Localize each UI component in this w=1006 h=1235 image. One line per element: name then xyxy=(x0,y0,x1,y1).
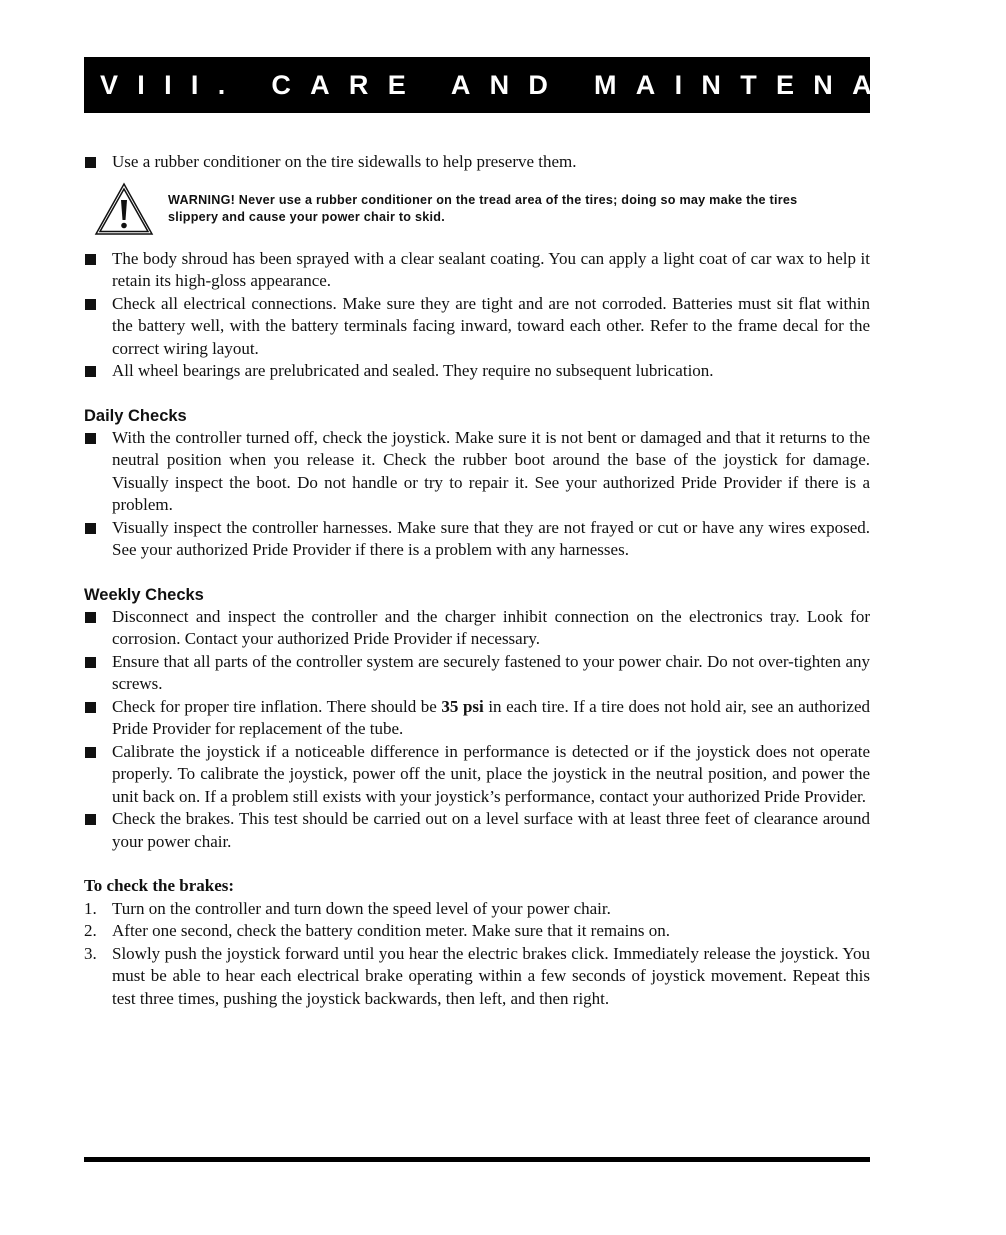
bullet-item xyxy=(84,360,870,383)
tire-pressure-value: 35 psi xyxy=(441,696,484,716)
bullet-item xyxy=(84,606,870,651)
bullet-text: Ensure that all parts of the controller system are securely fastened to your power chair. Do not over-tighten any screws. xyxy=(112,651,870,693)
bullet-text: Check all electrical connections. Make sure they are tight and are not corroded. Batteries must sit flat within the battery well, with the battery terminals facing inward, toward each other. Refer to the frame decal for the correct wiring layout. xyxy=(112,293,870,358)
bullet-square-icon xyxy=(85,612,96,623)
bullet-text: Check the brakes. This test should be carried out on a level surface with at least three feet of clearance around your power chair. xyxy=(112,809,870,851)
bullet-square-icon xyxy=(85,747,96,758)
bullet-square-icon xyxy=(85,657,96,668)
text-run: Check for proper tire inflation. There should be xyxy=(112,696,442,716)
bullet-square-icon xyxy=(85,523,96,534)
bullet-square-icon xyxy=(85,299,96,310)
bullet-item xyxy=(84,517,870,562)
brakes-heading: To check the brakes: xyxy=(84,876,235,895)
step-number: 3. xyxy=(84,943,97,963)
bullet-square-icon xyxy=(85,702,96,713)
bullet-text: Visually inspect the controller harnesses. Make sure that they are not frayed or cut or have any wires exposed. See your authorized Pride Provider if there is a problem with any harnesses. xyxy=(112,517,870,559)
bullet-text: All wheel bearings are prelubricated and sealed. They require no subsequent lubrication. xyxy=(112,361,714,380)
step-text: Slowly push the joystick forward until you hear the electric brakes click. Immediately release the joystick. You must be able to hear each electrical brake operating within a few seconds of joystick movement. Repeat this test three times, pushing the joystick backwards, then left, and then right. xyxy=(112,943,870,1008)
step-text: Turn on the controller and turn down the speed level of your power chair. xyxy=(112,898,611,918)
step-number: 2. xyxy=(84,921,97,940)
step-text: After one second, check the battery condition meter. Make sure that it remains on. xyxy=(112,921,670,940)
bullet-text: The body shroud has been sprayed with a clear sealant coating. You can apply a light coat of car wax to help it retain its high-gloss appearance. xyxy=(112,248,870,290)
bullet-item xyxy=(84,151,870,174)
bullet-item xyxy=(84,651,870,696)
bullet-item xyxy=(84,293,870,361)
weekly-checks-heading: Weekly Checks xyxy=(84,585,204,604)
bullet-square-icon xyxy=(85,157,96,168)
bullet-item xyxy=(84,808,870,853)
page-content xyxy=(84,151,870,1010)
warning-triangle-icon xyxy=(94,182,154,238)
bullet-text: Disconnect and inspect the controller and the charger inhibit connection on the electronics tray. Look for corrosion. Contact your authorized Pride Provider if necessary. xyxy=(112,606,870,648)
bullet-square-icon xyxy=(85,433,96,444)
bullet-item xyxy=(84,248,870,293)
bullet-text: With the controller turned off, check the joystick. Make sure it is not bent or damaged and that it returns to the neutral position when you release it. Check the rubber boot around the base of the joystick for damage. Visually inspect the boot. Do not handle or try to repair it. See your authorized Pride Provider if there is a problem. xyxy=(112,427,870,514)
bullet-text xyxy=(112,697,870,739)
bullet-square-icon xyxy=(85,366,96,377)
numbered-step xyxy=(84,920,870,943)
bullet-item xyxy=(84,741,870,809)
numbered-step xyxy=(84,898,870,921)
bullet-item xyxy=(84,696,870,741)
bullet-text: Use a rubber conditioner on the tire sidewalls to help preserve them. xyxy=(112,152,577,171)
bullet-text: Calibrate the joystick if a noticeable difference in performance is detected or if the joystick does not operate properly. To calibrate the joystick, power off the unit, place the joystick in the neutral position, and power the unit back on. If a problem still exists with your joystick’s performance, contact your authorized Pride Provider. xyxy=(112,741,870,806)
text-run: in each tire. If a tire does not hold air, see an authorized Pride Provider for replacement of the tube. xyxy=(112,696,871,738)
daily-checks-heading: Daily Checks xyxy=(84,406,187,425)
section-title: VIII. CARE AND MAINTENANCE xyxy=(84,57,870,113)
step-number: 1. xyxy=(84,898,97,918)
warning-box xyxy=(94,182,870,238)
warning-text: WARNING! Never use a rubber conditioner on the tread area of the tires; doing so may make the tires slippery and cause your power chair to skid. xyxy=(168,192,798,224)
footer-divider xyxy=(84,1157,870,1162)
bullet-square-icon xyxy=(85,814,96,825)
numbered-step xyxy=(84,943,870,1011)
bullet-square-icon xyxy=(85,254,96,265)
bullet-item xyxy=(84,427,870,517)
